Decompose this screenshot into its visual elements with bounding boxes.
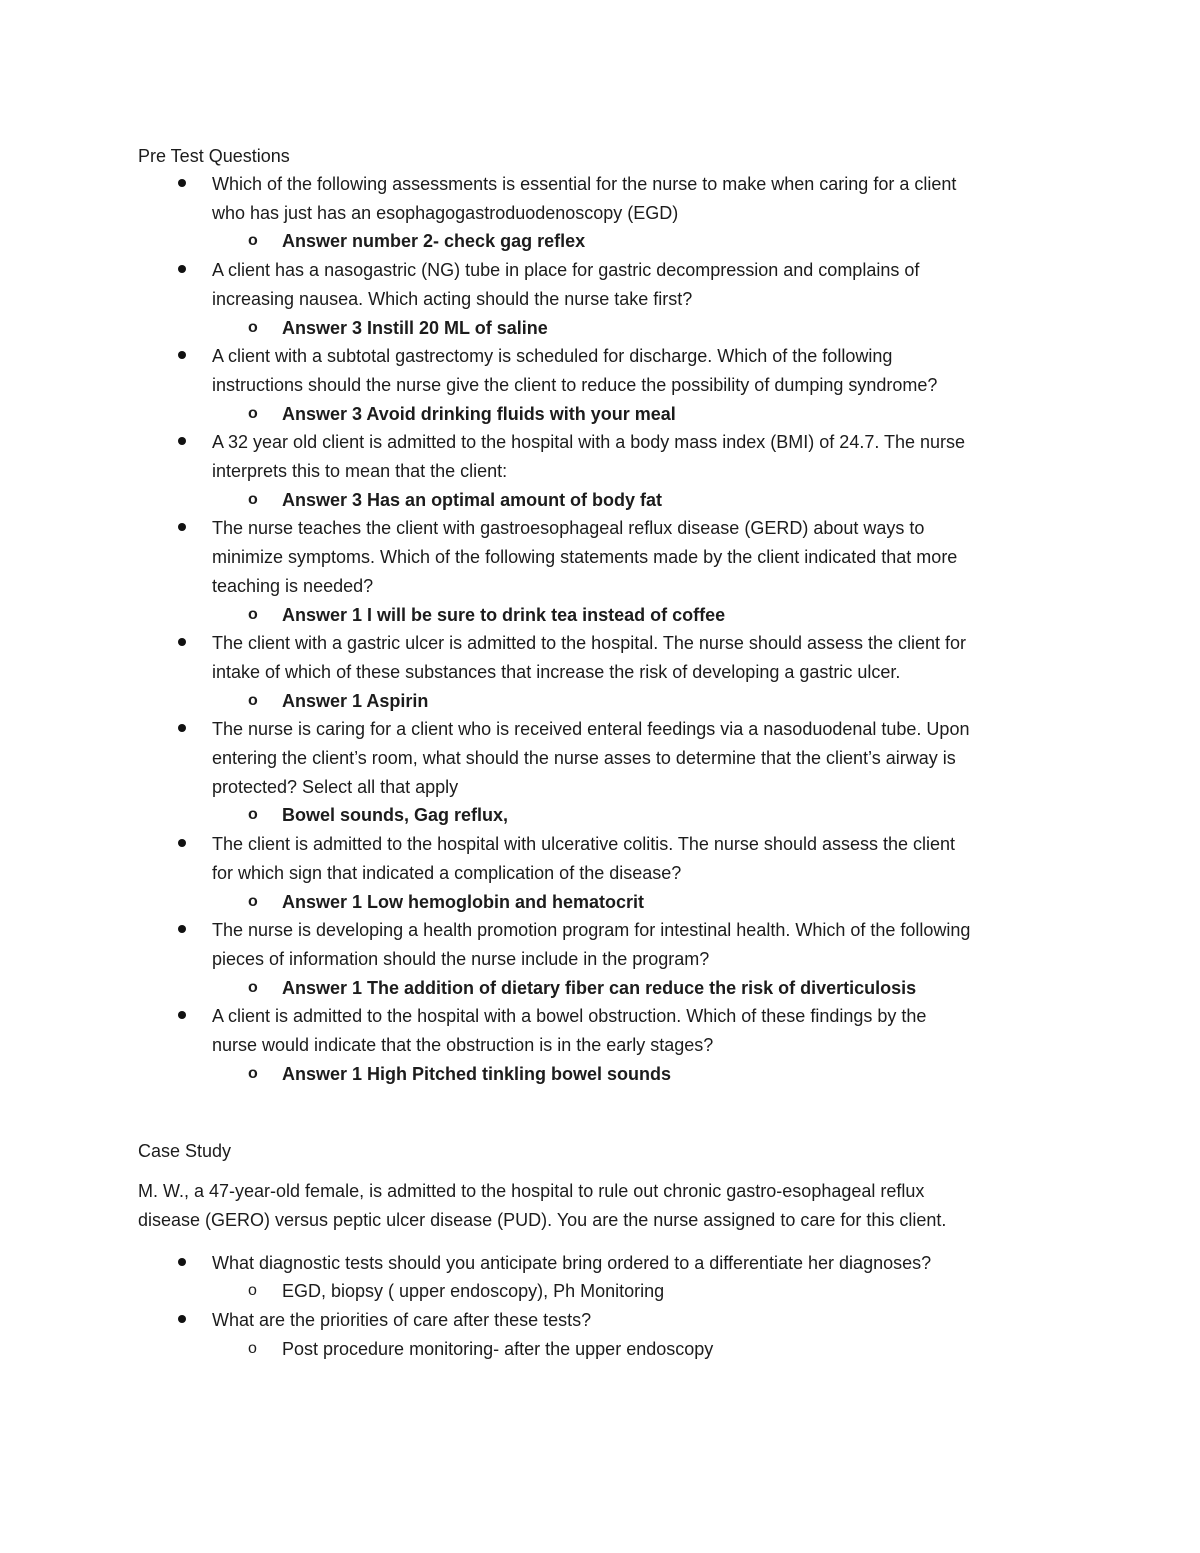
bullet-icon [178, 437, 186, 445]
question-item [138, 342, 1078, 428]
case-study-heading: Case Study [138, 1140, 232, 1161]
question-line: intake of which of these substances that increase the risk of developing a gastric ulcer. [212, 661, 901, 682]
bullet-icon [178, 839, 186, 847]
question-line: pieces of information should the nurse include in the program? [212, 948, 710, 969]
bullet-icon [178, 1315, 186, 1323]
sub-bullet-icon: o [248, 232, 258, 250]
question-item [138, 514, 1078, 629]
pretest-heading: Pre Test Questions [138, 146, 290, 166]
answer-text: Answer 3 Instill 20 ML of saline [282, 317, 548, 338]
answer-text: Answer 1 Low hemoglobin and hematocrit [282, 891, 645, 912]
question-item [138, 256, 1078, 342]
answer-text: Answer 1 Aspirin [282, 690, 429, 711]
question-item [138, 916, 1078, 1002]
sub-bullet-icon: o [248, 490, 258, 508]
answer-text: Answer 1 High Pitched tinkling bowel sounds [282, 1063, 672, 1084]
bullet-icon [178, 1011, 186, 1019]
question-line: The client with a gastric ulcer is admitted to the hospital. The nurse should assess the client for [212, 633, 967, 654]
answer-text: Answer 3 Avoid drinking fluids with your meal [282, 403, 676, 424]
answer-text: Bowel sounds, Gag reflux, [282, 805, 509, 826]
case-study-question-list [138, 1249, 1078, 1364]
bullet-icon [178, 925, 186, 933]
question-line: The nurse is caring for a client who is received enteral feedings via a nasoduodenal tube. Upon [212, 719, 970, 740]
sub-bullet-icon: o [248, 978, 258, 996]
sub-bullet-icon: o [248, 605, 258, 623]
bullet-icon [178, 724, 186, 732]
question-line: What are the priorities of care after these tests? [212, 1309, 592, 1330]
question-item [138, 715, 1078, 830]
question-line: minimize symptoms. Which of the following statements made by the client indicated that more [212, 547, 958, 568]
case-study-paragraph [138, 1177, 1078, 1235]
sub-bullet-icon: o [248, 806, 258, 824]
question-line: Which of the following assessments is essential for the nurse to make when caring for a client [212, 174, 957, 194]
bullet-icon [178, 523, 186, 531]
question-line: A client with a subtotal gastrectomy is scheduled for discharge. Which of the following [212, 346, 893, 367]
question-line: who has just has an esophagogastroduodenoscopy (EGD) [212, 202, 679, 223]
answer-text: Answer 1 I will be sure to drink tea instead of coffee [282, 604, 726, 625]
question-line: for which sign that indicated a complication of the disease? [212, 862, 682, 883]
sub-bullet-icon: o [248, 1064, 258, 1082]
question-item [138, 1002, 1078, 1088]
question-line: The client is admitted to the hospital with ulcerative colitis. The nurse should assess the client [212, 834, 956, 855]
answer-text: Post procedure monitoring- after the upper endoscopy [282, 1338, 714, 1359]
question-item [138, 1306, 1078, 1363]
question-line: What diagnostic tests should you anticipate bring ordered to a differentiate her diagnoses? [212, 1252, 932, 1273]
question-line: nurse would indicate that the obstruction is in the early stages? [212, 1035, 714, 1056]
bullet-icon [178, 179, 186, 187]
question-line: increasing nausea. Which acting should the nurse take first? [212, 288, 693, 309]
paragraph-line: M. W., a 47-year-old female, is admitted to the hospital to rule out chronic gastro-esophageal reflux [138, 1180, 925, 1201]
question-line: protected? Select all that apply [212, 776, 459, 797]
sub-bullet-icon: o [248, 691, 258, 709]
question-line: The nurse is developing a health promotion program for intestinal health. Which of the following [212, 920, 971, 941]
pretest-question-list [138, 170, 1078, 1089]
answer-text: Answer 1 The addition of dietary fiber can reduce the risk of diverticulosis [282, 977, 917, 998]
question-line: teaching is needed? [212, 575, 374, 596]
question-line: interprets this to mean that the client: [212, 461, 508, 482]
sub-bullet-icon: o [248, 1339, 257, 1357]
answer-text: Answer number 2- check gag reflex [282, 231, 586, 252]
answer-text: EGD, biopsy ( upper endoscopy), Ph Monitoring [282, 1281, 665, 1302]
answer-text: Answer 3 Has an optimal amount of body fat [282, 489, 663, 510]
sub-bullet-icon: o [248, 318, 258, 336]
question-item [138, 1249, 1078, 1306]
bullet-icon [178, 638, 186, 646]
question-item [138, 428, 1078, 514]
sub-bullet-icon: o [248, 1282, 257, 1300]
document-content [138, 142, 1078, 1363]
question-line: entering the client’s room, what should the nurse asses to determine that the client’s airway is [212, 748, 956, 769]
question-line: The nurse teaches the client with gastroesophageal reflux disease (GERD) about ways to [212, 518, 925, 539]
bullet-icon [178, 1258, 186, 1266]
question-item [138, 629, 1078, 715]
question-line: instructions should the nurse give the client to reduce the possibility of dumping syndrome? [212, 374, 938, 395]
bullet-icon [178, 265, 186, 273]
paragraph-line: disease (GERO) versus peptic ulcer disease (PUD). You are the nurse assigned to care for this client. [138, 1209, 947, 1230]
question-line: A client has a nasogastric (NG) tube in place for gastric decompression and complains of [212, 260, 920, 281]
question-line: A 32 year old client is admitted to the hospital with a body mass index (BMI) of 24.7. The nurse [212, 432, 966, 453]
question-line: A client is admitted to the hospital with a bowel obstruction. Which of these findings by the [212, 1006, 927, 1027]
question-item [138, 830, 1078, 916]
sub-bullet-icon: o [248, 892, 258, 910]
sub-bullet-icon: o [248, 404, 258, 422]
question-item [138, 170, 1078, 256]
bullet-icon [178, 351, 186, 359]
